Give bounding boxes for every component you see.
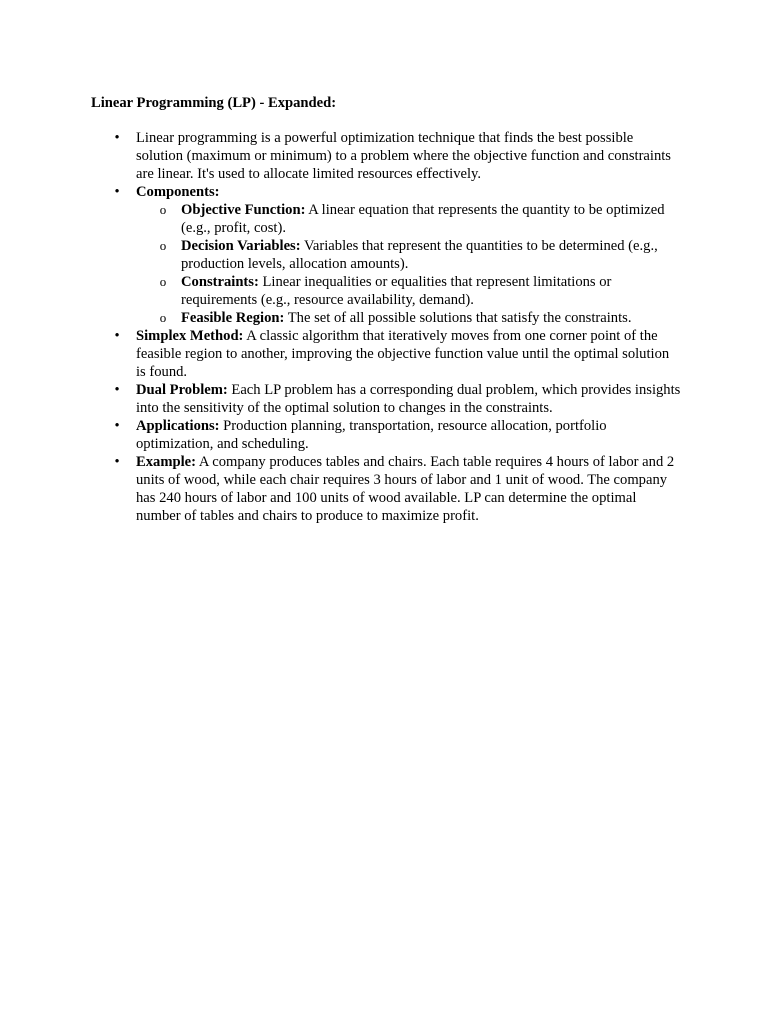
list-item-label: Example: [136, 454, 196, 470]
sub-item-text: Variables that represent the quantities to be determined (e.g., production levels, allocation amounts). [181, 238, 658, 272]
list-item-label: Applications: [136, 418, 220, 434]
list-item-text: Each LP problem has a corresponding dual problem, which provides insights into the sensitivity of the optimal solution to changes in the constraints. [136, 382, 681, 416]
list-item-label: Dual Problem: [136, 382, 228, 398]
list-item-text: Production planning, transportation, resource allocation, portfolio optimization, and scheduling. [136, 418, 607, 452]
sub-item-constraints [159, 273, 682, 309]
list-item-applications [114, 417, 682, 453]
list-item-text: A classic algorithm that iteratively moves from one corner point of the feasible region to another, improving the objective function value until the optimal solution is found. [136, 328, 670, 380]
sub-bullet-icon: o [159, 274, 167, 289]
bullet-icon: • [114, 184, 120, 200]
sub-item-label: Constraints: [181, 274, 259, 290]
list-item-components [114, 183, 682, 327]
list-item-text: A company produces tables and chairs. Each table requires 4 hours of labor and 2 units of wood, while each chair requires 3 hours of labor and 1 unit of wood. The company has 240 hours of labor and 100 units of wood available. LP can determine the optimal number of tables and chairs to produce to maximize profit. [136, 454, 675, 524]
main-bullet-list [114, 129, 682, 525]
bullet-icon: • [114, 454, 120, 470]
sub-bullet-icon: o [159, 310, 167, 325]
bullet-icon: • [114, 382, 120, 398]
sub-item-label: Objective Function: [181, 202, 306, 218]
bullet-icon: • [114, 328, 120, 344]
list-item-label: Simplex Method: [136, 328, 244, 344]
list-item-simplex-method [114, 327, 682, 381]
list-item-text: Linear programming is a powerful optimization technique that finds the best possible solution (maximum or minimum) to a problem where the objective function and constraints are linear. It's used to allocate limited resources effectively. [136, 130, 671, 182]
sub-item-text: The set of all possible solutions that satisfy the constraints. [284, 310, 632, 326]
sub-item-label: Feasible Region: [181, 310, 285, 326]
sub-item-label: Decision Variables: [181, 238, 301, 254]
list-item-dual-problem [114, 381, 682, 417]
sub-item-text: A linear equation that represents the quantity to be optimized (e.g., profit, cost). [181, 202, 665, 236]
sub-item-feasible-region [159, 309, 682, 327]
list-item-label: Components: [136, 184, 220, 200]
sub-item-text: Linear inequalities or equalities that represent limitations or requirements (e.g., resource availability, demand). [181, 274, 612, 308]
bullet-icon: • [114, 130, 120, 146]
list-item-intro [114, 129, 682, 183]
sub-item-objective-function [159, 201, 682, 237]
sub-bullet-icon: o [159, 238, 167, 253]
bullet-icon: • [114, 418, 120, 434]
sub-bullet-icon: o [159, 202, 167, 217]
sub-item-decision-variables [159, 237, 682, 273]
document-heading: Linear Programming (LP) - Expanded: [91, 95, 337, 111]
list-item-example [114, 453, 682, 525]
components-sub-list [136, 201, 682, 327]
